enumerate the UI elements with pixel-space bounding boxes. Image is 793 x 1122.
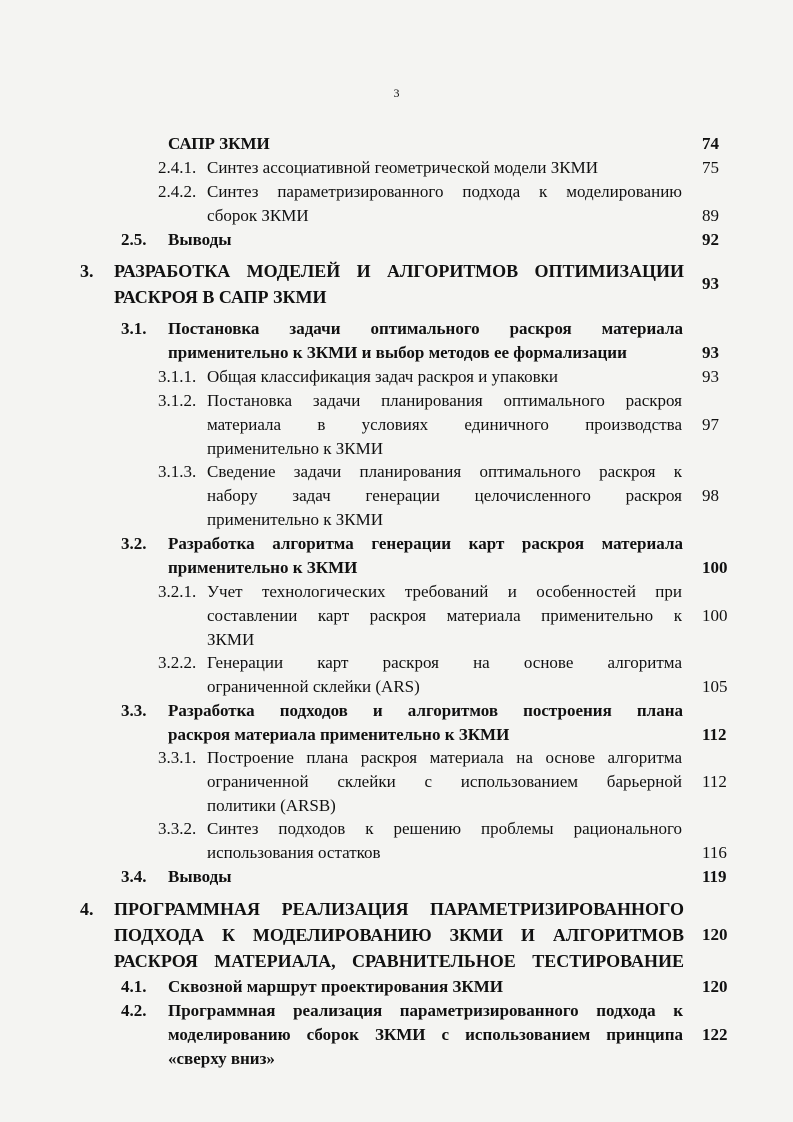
toc-entry-title-line: Генерации карт раскроя на основе алгоритма	[207, 653, 682, 672]
toc-entry-title-line: Учет технологических требований и особенностей при	[207, 582, 682, 601]
toc-entry-title	[168, 132, 468, 156]
toc-entry-page: 74	[702, 134, 719, 153]
toc-entry-title-line: Выводы	[168, 867, 232, 886]
toc-entry-number: 3.2.	[121, 534, 147, 553]
toc-entry-title-line: Сведение задачи планирования оптимального раскроя к	[207, 462, 682, 481]
toc-entry-page: 89	[702, 206, 719, 225]
toc-entry-title-line: РАСКРОЯ МАТЕРИАЛА, СРАВНИТЕЛЬНОЕ ТЕСТИРОВАНИЕ	[114, 951, 684, 971]
toc-entry-title	[207, 156, 682, 180]
toc-entry-page: 120	[702, 977, 728, 996]
toc-entry-title	[207, 389, 682, 461]
toc-entry-title	[207, 651, 682, 699]
toc-entry-title-line: «сверху вниз»	[168, 1049, 275, 1068]
toc-entry-page: 112	[702, 772, 727, 791]
toc-entry-title	[168, 865, 568, 889]
toc-entry-number: 3.	[80, 261, 94, 281]
toc-entry-title-line: набору задач генерации целочисленного раскроя	[207, 486, 682, 505]
toc-entry-title-line: сборок ЗКМИ	[207, 206, 309, 225]
toc-entry-title-line: Постановка задачи оптимального раскроя материала	[168, 319, 683, 338]
toc-entry-page: 105	[702, 677, 728, 696]
toc-entry-title-line: применительно к ЗКМИ	[207, 510, 384, 529]
toc-entry-page: 122	[702, 1025, 728, 1044]
toc-entry-number: 3.1.1.	[158, 367, 197, 386]
toc-entry-title	[168, 317, 683, 365]
toc-entry-number: 4.2.	[121, 1001, 147, 1020]
toc-entry-page: 97	[702, 415, 719, 434]
toc-entry-title-line: Построение плана раскроя материала на основе алгоритма	[207, 748, 682, 767]
toc-entry-title-line: Синтез подходов к решению проблемы рационального	[207, 819, 682, 838]
toc-entry-title	[207, 460, 682, 532]
toc-entry-number: 2.4.2.	[158, 182, 197, 201]
toc-entry-page: 100	[702, 558, 728, 577]
toc-entry-title-line: ПРОГРАММНАЯ РЕАЛИЗАЦИЯ ПАРАМЕТРИЗИРОВАННОГО	[114, 899, 684, 919]
toc-entry-number: 3.2.2.	[158, 653, 197, 672]
toc-entry-title-line: составлении карт раскроя материала применительно к	[207, 606, 682, 625]
toc-entry-number: 4.1.	[121, 977, 147, 996]
toc-entry-title-line: материала в условиях единичного производства	[207, 415, 682, 434]
page-number: 3	[393, 86, 400, 100]
toc-entry-title-line: РАСКРОЯ В САПР ЗКМИ	[114, 287, 327, 307]
toc-entry-title-line: ЗКМИ	[207, 630, 255, 649]
toc-entry-title	[168, 999, 683, 1071]
toc-entry-title-line: Разработка алгоритма генерации карт раскроя материала	[168, 534, 683, 553]
toc-entry-title	[207, 365, 682, 389]
toc-entry-number: 3.3.	[121, 701, 147, 720]
toc-entry-title-line: раскроя материала применительно к ЗКМИ	[168, 725, 510, 744]
toc-entry-title	[114, 258, 684, 310]
toc-entry-title-line: САПР ЗКМИ	[168, 134, 270, 153]
toc-entry-page: 98	[702, 486, 719, 505]
toc-entry-page: 112	[702, 725, 727, 744]
toc-entry-title-line: Общая классификация задач раскроя и упаковки	[207, 367, 558, 386]
toc-entry-title-line: Выводы	[168, 230, 232, 249]
toc-entry-title	[207, 817, 682, 865]
toc-entry-page: 93	[702, 343, 719, 362]
toc-entry-title	[168, 975, 683, 999]
toc-entry-page: 116	[702, 843, 727, 862]
toc-entry-number: 3.3.2.	[158, 819, 197, 838]
toc-entry-title	[207, 746, 682, 818]
toc-entry-title	[207, 180, 682, 228]
toc-entry-title-line: Синтез ассоциативной геометрической модели ЗКМИ	[207, 158, 598, 177]
toc-entry-title-line: ограниченной склейки с использованием барьерной	[207, 772, 682, 791]
toc-entry-title-line: применительно к ЗКМИ и выбор методов ее формализации	[168, 343, 627, 362]
toc-entry-number: 3.1.2.	[158, 391, 197, 410]
toc-entry-title-line: политики (ARSB)	[207, 796, 336, 815]
toc-entry-title-line: Постановка задачи планирования оптимального раскроя	[207, 391, 682, 410]
toc-entry-title-line: РАЗРАБОТКА МОДЕЛЕЙ И АЛГОРИТМОВ ОПТИМИЗАЦИИ	[114, 261, 684, 281]
toc-entry-title-line: использования остатков	[207, 843, 381, 862]
toc-entry-title-line: Сквозной маршрут проектирования ЗКМИ	[168, 977, 503, 996]
toc-entry-title-line: Синтез параметризированного подхода к моделированию	[207, 182, 682, 201]
toc-entry-title	[114, 896, 684, 974]
toc-entry-title-line: ограниченной склейки (ARS)	[207, 677, 420, 696]
toc-entry-number: 2.4.1.	[158, 158, 197, 177]
toc-entry-title	[168, 532, 683, 580]
toc-entry-page: 100	[702, 606, 728, 625]
toc-entry-title-line: применительно к ЗКМИ	[207, 439, 384, 458]
toc-entry-title-line: моделированию сборок ЗКМИ с использованием принципа	[168, 1025, 683, 1044]
toc-entry-title	[168, 228, 568, 252]
toc-entry-number: 4.	[80, 899, 94, 919]
toc-entry-page: 93	[702, 274, 719, 293]
toc-entry-number: 3.4.	[121, 867, 147, 886]
toc-entry-page: 119	[702, 867, 727, 886]
toc-entry-title-line: Программная реализация параметризированного подхода к	[168, 1001, 683, 1020]
toc-entry-number: 3.1.3.	[158, 462, 197, 481]
toc-entry-number: 3.3.1.	[158, 748, 197, 767]
toc-entry-title-line: применительно к ЗКМИ	[168, 558, 358, 577]
toc-entry-title-line: ПОДХОДА К МОДЕЛИРОВАНИЮ ЗКМИ И АЛГОРИТМОВ	[114, 925, 684, 945]
toc-entry-number: 3.2.1.	[158, 582, 197, 601]
toc-entry-number: 2.5.	[121, 230, 147, 249]
toc-entry-title	[168, 699, 683, 747]
toc-entry-page: 75	[702, 158, 719, 177]
toc-entry-title-line: Разработка подходов и алгоритмов построения плана	[168, 701, 683, 720]
toc-entry-number: 3.1.	[121, 319, 147, 338]
toc-entry-page: 93	[702, 367, 719, 386]
toc-entry-title	[207, 580, 682, 652]
toc-entry-page: 92	[702, 230, 719, 249]
toc-entry-page: 120	[702, 925, 728, 944]
